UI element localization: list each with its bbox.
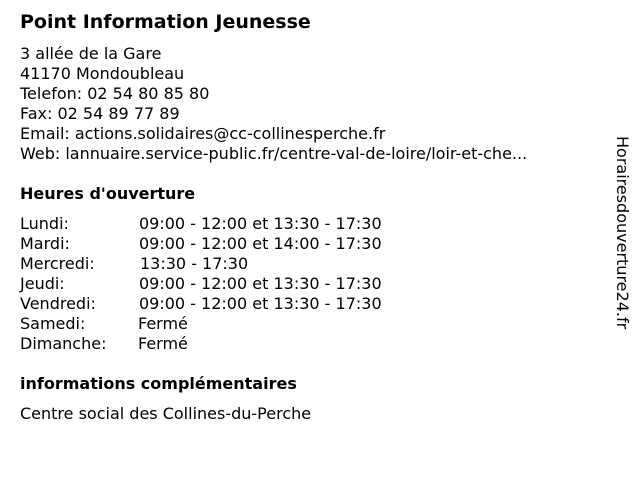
day-label: Samedi: <box>20 314 86 333</box>
contact-block <box>20 44 527 164</box>
day-hours: 09:00 - 12:00 et 13:30 - 17:30 <box>139 214 382 233</box>
day-hours: 09:00 - 12:00 et 13:30 - 17:30 <box>139 274 382 293</box>
day-label: Mardi: <box>20 234 70 253</box>
day-hours: 13:30 - 17:30 <box>140 254 249 273</box>
email-address: Email: actions.solidaires@cc-collinesperche.fr <box>20 124 386 143</box>
phone-number: Telefon: 02 54 80 85 80 <box>20 84 210 103</box>
site-watermark: Horairesdouverture24.fr <box>613 136 632 330</box>
day-label: Mercredi: <box>20 254 95 273</box>
additional-info-heading: informations complémentaires <box>20 374 297 393</box>
day-hours: Fermé <box>138 334 188 353</box>
additional-info-text: Centre social des Collines-du-Perche <box>20 404 312 423</box>
website-url: Web: lannuaire.service-public.fr/centre-val-de-loire/loir-et-che... <box>20 144 528 163</box>
address-city: 41170 Mondoubleau <box>20 64 185 83</box>
fax-number: Fax: 02 54 89 77 89 <box>20 104 180 123</box>
day-hours: 09:00 - 12:00 et 13:30 - 17:30 <box>139 294 382 313</box>
day-hours: Fermé <box>138 314 188 333</box>
day-label: Dimanche: <box>20 334 107 353</box>
day-label: Jeudi: <box>20 274 65 293</box>
address-street: 3 allée de la Gare <box>20 44 162 63</box>
day-hours: 09:00 - 12:00 et 14:00 - 17:30 <box>139 234 382 253</box>
page-title: Point Information Jeunesse <box>20 11 311 33</box>
day-label: Lundi: <box>20 214 69 233</box>
day-label: Vendredi: <box>20 294 96 313</box>
opening-hours-heading: Heures d'ouverture <box>20 184 196 203</box>
